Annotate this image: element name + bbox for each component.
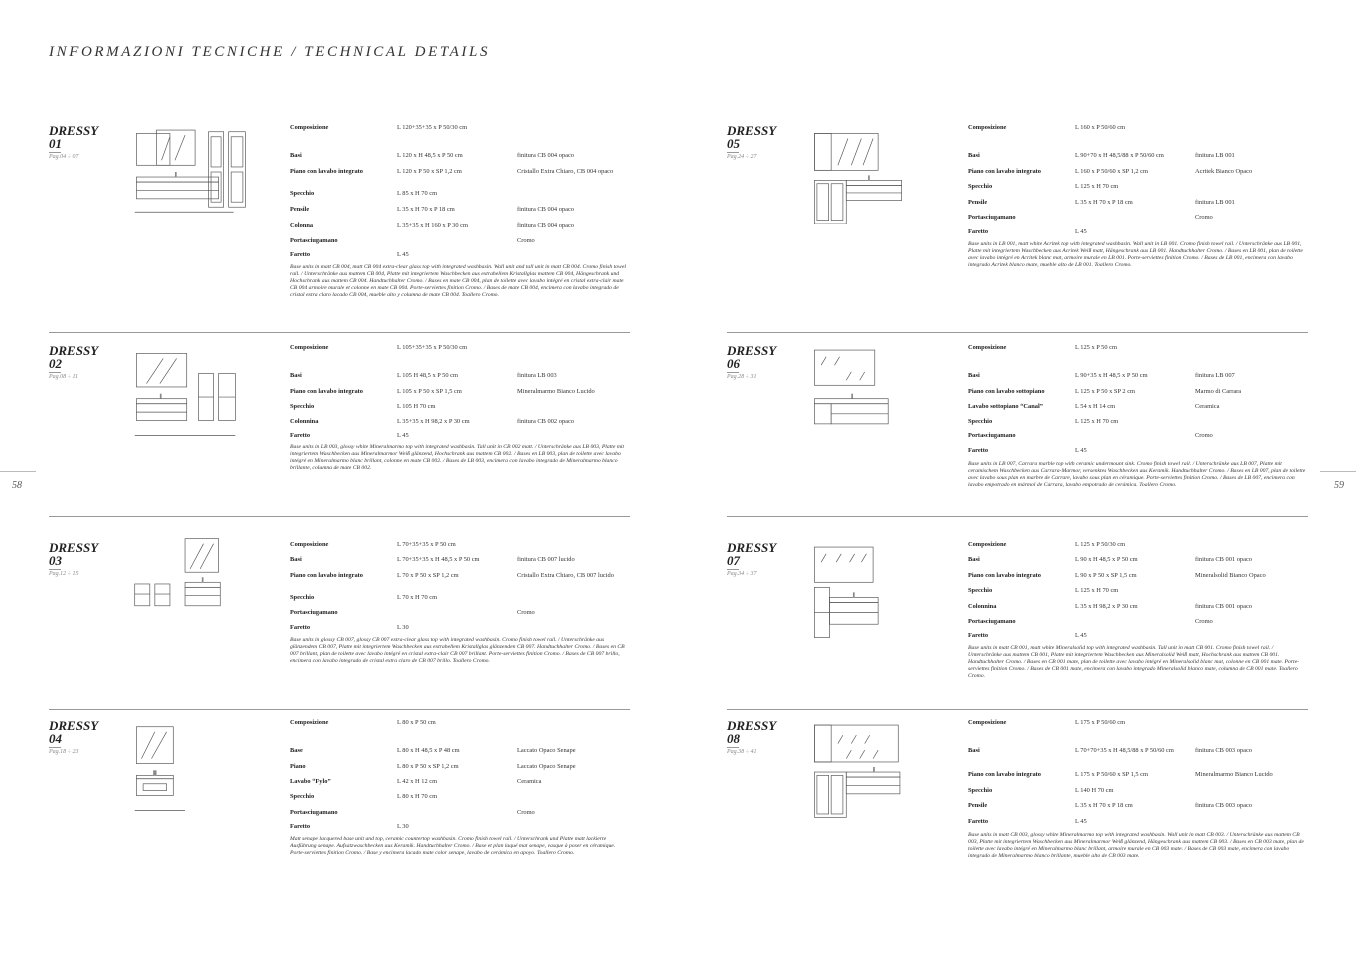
- product-number: 06: [727, 356, 740, 371]
- spec-label: Faretto: [290, 251, 311, 258]
- spec-label: Faretto: [968, 818, 989, 825]
- section-divider: [727, 516, 1308, 517]
- spec-value: L 125 x P 50 cm: [1075, 344, 1117, 351]
- spec-label: Specchio: [290, 793, 315, 800]
- spec-value: L 70+35+35 x H 48,5 x P 50 cm: [397, 556, 480, 563]
- title-underline: [727, 569, 739, 570]
- spec-label: Piano con lavabo integrato: [968, 168, 1041, 175]
- spec-finish: finitura CB 004 opaco: [517, 222, 574, 229]
- section-divider: [727, 332, 1308, 333]
- product-drawing: [121, 537, 291, 641]
- section-divider: [727, 709, 1308, 710]
- product-name: [727, 344, 776, 373]
- spec-value: L 105+35+35 x P 50/30 cm: [397, 344, 468, 351]
- spec-value: L 140 H 70 cm: [1075, 787, 1114, 794]
- spec-finish: Mineralmarmo Bianco Lucido: [1195, 771, 1273, 778]
- spec-value: L 85 x H 70 cm: [397, 190, 438, 197]
- product-description: Base units in LB 003, glossy white Mineralmarmo top with integrated washbasin. Tall unit in CB 002 matt. / Unterschränke aus LB 003, Platte mit integriertem Waschbecken aus Mineralmarmor Weiß glänzend, Hochschrank aus mattem CB 002. / Bases en LB 003, plan de toilette avec lavabo intégré en Mineralmarmo blanc brillant, colonne en mate CB 002. / Bases de LB 003, encimera con lavabo integrado de Mineralmarmo blanco brillante, columna de mate CB 002.: [290, 444, 625, 471]
- spec-label: Composizione: [968, 541, 1007, 548]
- spec-finish: finitura CB 007 lucido: [517, 556, 575, 563]
- spec-value: L 120 x H 48,5 x P 50 cm: [397, 152, 463, 159]
- spec-finish: finitura LB 007: [1195, 372, 1235, 379]
- spec-finish: Cromo: [517, 609, 535, 616]
- title-underline: [49, 152, 61, 153]
- page-number-rule-left: [0, 471, 36, 472]
- spec-label: Portasciugamano: [290, 237, 338, 244]
- product-number: 04: [49, 731, 62, 746]
- product-name: [49, 541, 98, 570]
- spec-value: L 125 x H 70 cm: [1075, 587, 1119, 594]
- spec-label: Colonna: [290, 222, 314, 229]
- product-name: [49, 344, 98, 373]
- page-reference: Pag.24 ÷ 27: [727, 154, 757, 160]
- spec-value: L 70 x P 50 x SP 1,2 cm: [397, 572, 459, 579]
- spec-finish: finitura LB 001: [1195, 199, 1235, 206]
- spec-finish: Ceramica: [517, 778, 542, 785]
- page-title: INFORMAZIONI TECNICHE / TECHNICAL DETAILS: [49, 44, 491, 60]
- spec-label: Portasciugamano: [968, 618, 1016, 625]
- spec-label: Specchio: [290, 594, 315, 601]
- spec-label: Lavabo “Fylo”: [290, 778, 331, 785]
- spec-finish: Cristallo Extra Chiaro, CB 007 lucido: [517, 572, 614, 579]
- spec-label: Basi: [290, 556, 302, 563]
- spec-label: Colonnina: [968, 603, 997, 610]
- spec-label: Piano con lavabo integrato: [290, 168, 363, 175]
- spec-finish: Cromo: [1195, 432, 1213, 439]
- spec-label: Composizione: [290, 541, 329, 548]
- spec-label: Basi: [290, 152, 302, 159]
- spec-finish: finitura CB 003 opaco: [1195, 802, 1252, 809]
- spec-finish: finitura CB 004 opaco: [517, 152, 574, 159]
- product-drawing: [799, 715, 969, 819]
- spec-value: L 80 x H 70 cm: [397, 793, 438, 800]
- spec-value: L 125 x H 70 cm: [1075, 418, 1119, 425]
- page-reference: Pag.28 ÷ 31: [727, 374, 757, 380]
- product-name: [727, 541, 776, 570]
- page-reference: Pag.12 ÷ 15: [49, 571, 79, 577]
- product-number: 02: [49, 356, 62, 371]
- spec-value: L 90 x H 48,5 x P 50 cm: [1075, 556, 1138, 563]
- title-underline: [727, 372, 739, 373]
- spec-label: Portasciugamano: [968, 432, 1016, 439]
- page-reference: Pag.18 ÷ 23: [49, 749, 79, 755]
- title-underline: [727, 747, 739, 748]
- product-description: Base units in matt CB 001, matt white Mineralsolid top with integrated washbasin. Tall unit in matt CB 001. Cromo finish towel rail. / Unterschränke aus mattem CB 001, Platte mit integriertem Waschbecken aus Mineralsolid Weiß matt, Hochschrank aus mattem CB 001. Handtuchhalter Cromo. / Bases en CB 001 mate, plan de toilette avec lavabo intégré en Mineralsolid blanc mat, colonne en CB 001 mate. Porte-serviettes finition Cromo. / Bases de CB 001 mate, encimera con lavabo integrado Mineralsolid blanco mate, columna de CB 001 mate. Toallero Cromo.: [968, 645, 1300, 679]
- spec-label: Faretto: [290, 432, 311, 439]
- spec-label: Faretto: [290, 823, 311, 830]
- product-drawing: [799, 340, 969, 444]
- spec-label: Pensile: [968, 199, 988, 206]
- section-divider: [49, 332, 630, 333]
- spec-value: L 70+70+35 x H 48,5/88 x P 50/60 cm: [1075, 747, 1174, 754]
- product-title: DRESSY: [49, 123, 99, 138]
- product-title: DRESSY: [727, 343, 777, 358]
- spec-label: Basi: [968, 747, 980, 754]
- product-title: DRESSY: [727, 123, 777, 138]
- spec-finish: Acritek Bianco Opaco: [1195, 168, 1253, 175]
- spec-value: L 70+35+35 x P 50 cm: [397, 541, 456, 548]
- spec-label: Colonnina: [290, 418, 319, 425]
- spec-value: L 105 x P 50 x SP 1,5 cm: [397, 388, 462, 395]
- product-description: Base units in LB 001, matt white Acritek top with integrated washbasin. Wall unit in LB 001. Cromo finish towel rail. / Unterschränke aus LB 001, Platte mit integriertem Waschbecken aus Acritek Weiß matt, Hängeschrank aus LB 001. Handtuchhalter Cromo. / Bases en LB 001, plan de toilette avec lavabo intégré en Acritek blanc mat, armoire murale en LB 001. Porte-serviettes finition Cromo. / Bases de LB 001, encimera con lavabo integrado Acritek blanco mate, mueble alto de LB 001. Toallero Cromo.: [968, 241, 1303, 268]
- product-description: Matt senape lacquered base unit and top, ceramic countertop washbasin. Cromo finish towel rail. / Unterschrank und Platte matt lackierte Ausführung senape. Aufsatzwaschbecken aus Keramik. Handtuchhalter Cromo. / Base et plan laqué mat senape, vasque à poser en céramique. Porte-serviettes finition Cromo. / Base y encimera lacado mate color senape, lavabo de cerámica en apoyo. Toallero Cromo.: [290, 836, 616, 856]
- spec-value: L 80 x P 50 x SP 1,2 cm: [397, 763, 459, 770]
- spec-label: Piano con lavabo integrato: [290, 388, 363, 395]
- spec-value: L 35+35 x H 98,2 x P 30 cm: [397, 418, 470, 425]
- product-number: 01: [49, 136, 62, 151]
- spec-value: L 120+35+35 x P 50/30 cm: [397, 124, 468, 131]
- spec-value: L 45: [1075, 228, 1087, 235]
- spec-finish: Laccato Opaco Senape: [517, 763, 576, 770]
- product-name: [49, 719, 98, 748]
- spec-label: Specchio: [290, 403, 315, 410]
- product-title: DRESSY: [49, 343, 99, 358]
- product-title: DRESSY: [49, 718, 99, 733]
- spec-value: L 35+35 x H 160 x P 30 cm: [397, 222, 468, 229]
- product-name: [727, 124, 776, 153]
- product-description: Base units in matt CB 003, glossy white Mineralmarmo top with integrated washbasin. Wall unit in matt CB 003. / Unterschränke aus mattem CB 003, Platte mit integriertem Waschbecken aus Mineralmarmor Weiß glänzend, Hängeschrank aus mattem CB 003. / Bases en CB 003 mate, plan de toilette avec lavabo intégré en Mineralmarmo blanc brillant, armoire murale en CB 003 mate. / Bases de CB 003 mate, encimera con lavabo integrado de Mineralmarmo blanco brillante, mueble alto de CB 003 mate.: [968, 832, 1304, 859]
- product-drawing: [799, 537, 969, 641]
- spec-value: L 125 x P 50 x SP 2 cm: [1075, 388, 1136, 395]
- spec-value: L 160 x P 50/60 x SP 1,2 cm: [1075, 168, 1148, 175]
- title-underline: [49, 372, 61, 373]
- spec-label: Specchio: [290, 190, 315, 197]
- section-divider: [49, 516, 630, 517]
- spec-value: L 35 x H 70 x P 18 cm: [397, 206, 455, 213]
- spec-label: Faretto: [968, 447, 989, 454]
- page-reference: Pag.08 ÷ 11: [49, 374, 79, 380]
- spec-label: Basi: [968, 372, 980, 379]
- spec-value: L 35 x H 70 x P 18 cm: [1075, 199, 1133, 206]
- product-name: [49, 124, 98, 153]
- page-number-rule-right: [1320, 471, 1356, 472]
- spec-label: Portasciugamano: [968, 214, 1016, 221]
- spec-label: Portasciugamano: [290, 609, 338, 616]
- spec-finish: Mineralmarmo Bianco Lucido: [517, 388, 595, 395]
- spec-value: L 80 x H 48,5 x P 48 cm: [397, 747, 460, 754]
- spec-finish: Marmo di Carrara: [1195, 388, 1242, 395]
- spec-value: L 80 x P 50 cm: [397, 719, 436, 726]
- spec-finish: finitura CB 004 opaco: [517, 206, 574, 213]
- spec-label: Piano con lavabo integrato: [290, 572, 363, 579]
- page-reference: Pag.38 ÷ 41: [727, 749, 757, 755]
- spec-value: L 175 x P 50/60 x SP 1,5 cm: [1075, 771, 1148, 778]
- spec-value: L 125 x P 50/30 cm: [1075, 541, 1126, 548]
- spec-label: Specchio: [968, 587, 993, 594]
- spec-label: Lavabo sottopiano “Canal”: [968, 403, 1043, 410]
- spec-value: L 45: [1075, 447, 1087, 454]
- spec-label: Composizione: [290, 719, 329, 726]
- spec-label: Composizione: [968, 344, 1007, 351]
- spec-label: Basi: [968, 152, 980, 159]
- spec-value: L 30: [397, 624, 409, 631]
- spec-label: Piano: [290, 763, 306, 770]
- product-drawing: [799, 120, 969, 224]
- section-divider: [49, 709, 630, 710]
- spec-finish: Ceramica: [1195, 403, 1220, 410]
- spec-label: Portasciugamano: [290, 809, 338, 816]
- product-number: 03: [49, 553, 62, 568]
- spec-value: L 105 H 70 cm: [397, 403, 436, 410]
- spec-value: L 120 x P 50 x SP 1,2 cm: [397, 168, 462, 175]
- spec-label: Faretto: [968, 228, 989, 235]
- spec-value: L 35 x H 98,2 x P 30 cm: [1075, 603, 1138, 610]
- spec-finish: finitura CB 001 opaco: [1195, 603, 1252, 610]
- spec-label: Base: [290, 747, 303, 754]
- spec-value: L 45: [1075, 818, 1087, 825]
- page-number-right: 59: [1334, 480, 1344, 491]
- spec-label: Composizione: [290, 344, 329, 351]
- spec-label: Piano con lavabo integrato: [968, 771, 1041, 778]
- spec-value: L 54 x H 14 cm: [1075, 403, 1116, 410]
- page-number-left: 58: [12, 480, 22, 491]
- spec-finish: Cromo: [1195, 618, 1213, 625]
- product-number: 08: [727, 731, 740, 746]
- spec-finish: finitura CB 001 opaco: [1195, 556, 1252, 563]
- spec-finish: Cristallo Extra Chiaro, CB 004 opaco: [517, 168, 614, 175]
- spec-finish: finitura CB 002 opaco: [517, 418, 574, 425]
- spec-label: Basi: [968, 556, 980, 563]
- title-underline: [49, 569, 61, 570]
- spec-label: Faretto: [968, 632, 989, 639]
- spec-finish: Mineralsolid Bianco Opaco: [1195, 572, 1266, 579]
- spec-label: Composizione: [968, 124, 1007, 131]
- spec-value: L 42 x H 12 cm: [397, 778, 438, 785]
- spec-value: L 90+35 x H 48,5 x P 50 cm: [1075, 372, 1148, 379]
- spec-finish: Cromo: [1195, 214, 1213, 221]
- spec-label: Piano con lavabo integrato: [968, 572, 1041, 579]
- spec-label: Specchio: [968, 787, 993, 794]
- spec-value: L 90+70 x H 48,5/88 x P 50/60 cm: [1075, 152, 1164, 159]
- spec-value: L 105 H 48,5 x P 50 cm: [397, 372, 458, 379]
- product-description: Base units in glossy CB 007, glossy CB 007 extra-clear glass top with integrated washbasin. Cromo finish towel rail. / Unterschränke aus glänzendem CB 007, Platte mit integriertem Waschbecken aus extrahellem Kristallglas glänzenden CB 007. Handtuchhalter Cromo. / Bases en CB 007 brillant, plan de toilette avec lavabo intégré en cristal extra-clair CB 007 brillant. Porte-serviettes finition Cromo. / Bases de CB 007 brillo, encimera con lavabo integrado de cristal extra claro de CB 007 brillo. Toallero Cromo.: [290, 637, 625, 664]
- spec-finish: finitura LB 001: [1195, 152, 1235, 159]
- spec-label: Composizione: [968, 719, 1007, 726]
- product-title: DRESSY: [49, 540, 99, 555]
- spec-finish: Cromo: [517, 809, 535, 816]
- spec-label: Faretto: [290, 624, 311, 631]
- spec-value: L 45: [397, 251, 409, 258]
- product-description: Base units in matt CB 004, matt CB 004 extra-clear glass top with integrated washbasin. Wall unit and tall unit in matt CB 004. Cromo finish towel rail. / Unterschränke aus mattem CB 004, Platte mit integriertem Waschbecken aus extrahellem Kristallglas mattem CB 004, Hängeschrank und Hochschrank aus mattem CB 004. Handtuchhalter Cromo. / Bases en mate CB 004, plan de toilette avec lavabo intégré en cristal extra-clair mate CB 004 armoire murale et colonne en mate CB 004. Porte-serviettes finition Cromo. / Bases de mate CB 004, encimera con lavabo integrado de cristal extra claro lacado CB 004, mueble alto y columna de mate CB 004. Toallero Cromo.: [290, 264, 626, 298]
- product-description: Base units in LB 007, Carrara marble top with ceramic undermount sink. Cromo finish towel rail. / Unterschränke aus LB 007, Platte mit ceramischem Waschbecken aus Carrara-Marmor, versenktes Waschbecken aus Keramik. Handtuchhalter Cromo. / Bases en LB 007, plan de toilette avec lavabo sous plan en marbre de Carrare, lavabo sous plan en céramique. Porte-serviettes finition Cromo. / Bases de LB 007, encimera con lavabo empotrado en mármol de Carrara, lavabo empotrado de cerámica. Toallero Cromo.: [968, 461, 1306, 488]
- spec-finish: Cromo: [517, 237, 535, 244]
- spec-finish: finitura CB 003 opaco: [1195, 747, 1252, 754]
- spec-value: L 175 x P 50/60 cm: [1075, 719, 1126, 726]
- title-underline: [49, 747, 61, 748]
- spec-label: Pensile: [290, 206, 310, 213]
- product-drawing: [121, 340, 291, 444]
- spec-value: L 45: [1075, 632, 1087, 639]
- title-underline: [727, 152, 739, 153]
- product-drawing: [121, 120, 291, 224]
- spec-label: Composizione: [290, 124, 329, 131]
- spec-finish: Laccato Opaco Senape: [517, 747, 576, 754]
- spec-value: L 70 x H 70 cm: [397, 594, 438, 601]
- spec-label: Piano con lavabo sottopiano: [968, 388, 1045, 395]
- page-reference: Pag.34 ÷ 37: [727, 571, 757, 577]
- product-title: DRESSY: [727, 718, 777, 733]
- spec-finish: finitura LB 003: [517, 372, 557, 379]
- product-number: 07: [727, 553, 740, 568]
- spec-label: Pensile: [968, 802, 988, 809]
- spec-label: Specchio: [968, 418, 993, 425]
- spec-label: Specchio: [968, 183, 993, 190]
- product-title: DRESSY: [727, 540, 777, 555]
- page-reference: Pag.04 ÷ 07: [49, 154, 79, 160]
- spec-label: Basi: [290, 372, 302, 379]
- product-number: 05: [727, 136, 740, 151]
- spec-value: L 30: [397, 823, 409, 830]
- spec-value: L 160 x P 50/60 cm: [1075, 124, 1126, 131]
- spec-value: L 90 x P 50 x SP 1,5 cm: [1075, 572, 1137, 579]
- spec-value: L 35 x H 70 x P 18 cm: [1075, 802, 1133, 809]
- spec-value: L 45: [397, 432, 409, 439]
- spec-value: L 125 x H 70 cm: [1075, 183, 1119, 190]
- product-name: [727, 719, 776, 748]
- product-drawing: [121, 715, 291, 819]
